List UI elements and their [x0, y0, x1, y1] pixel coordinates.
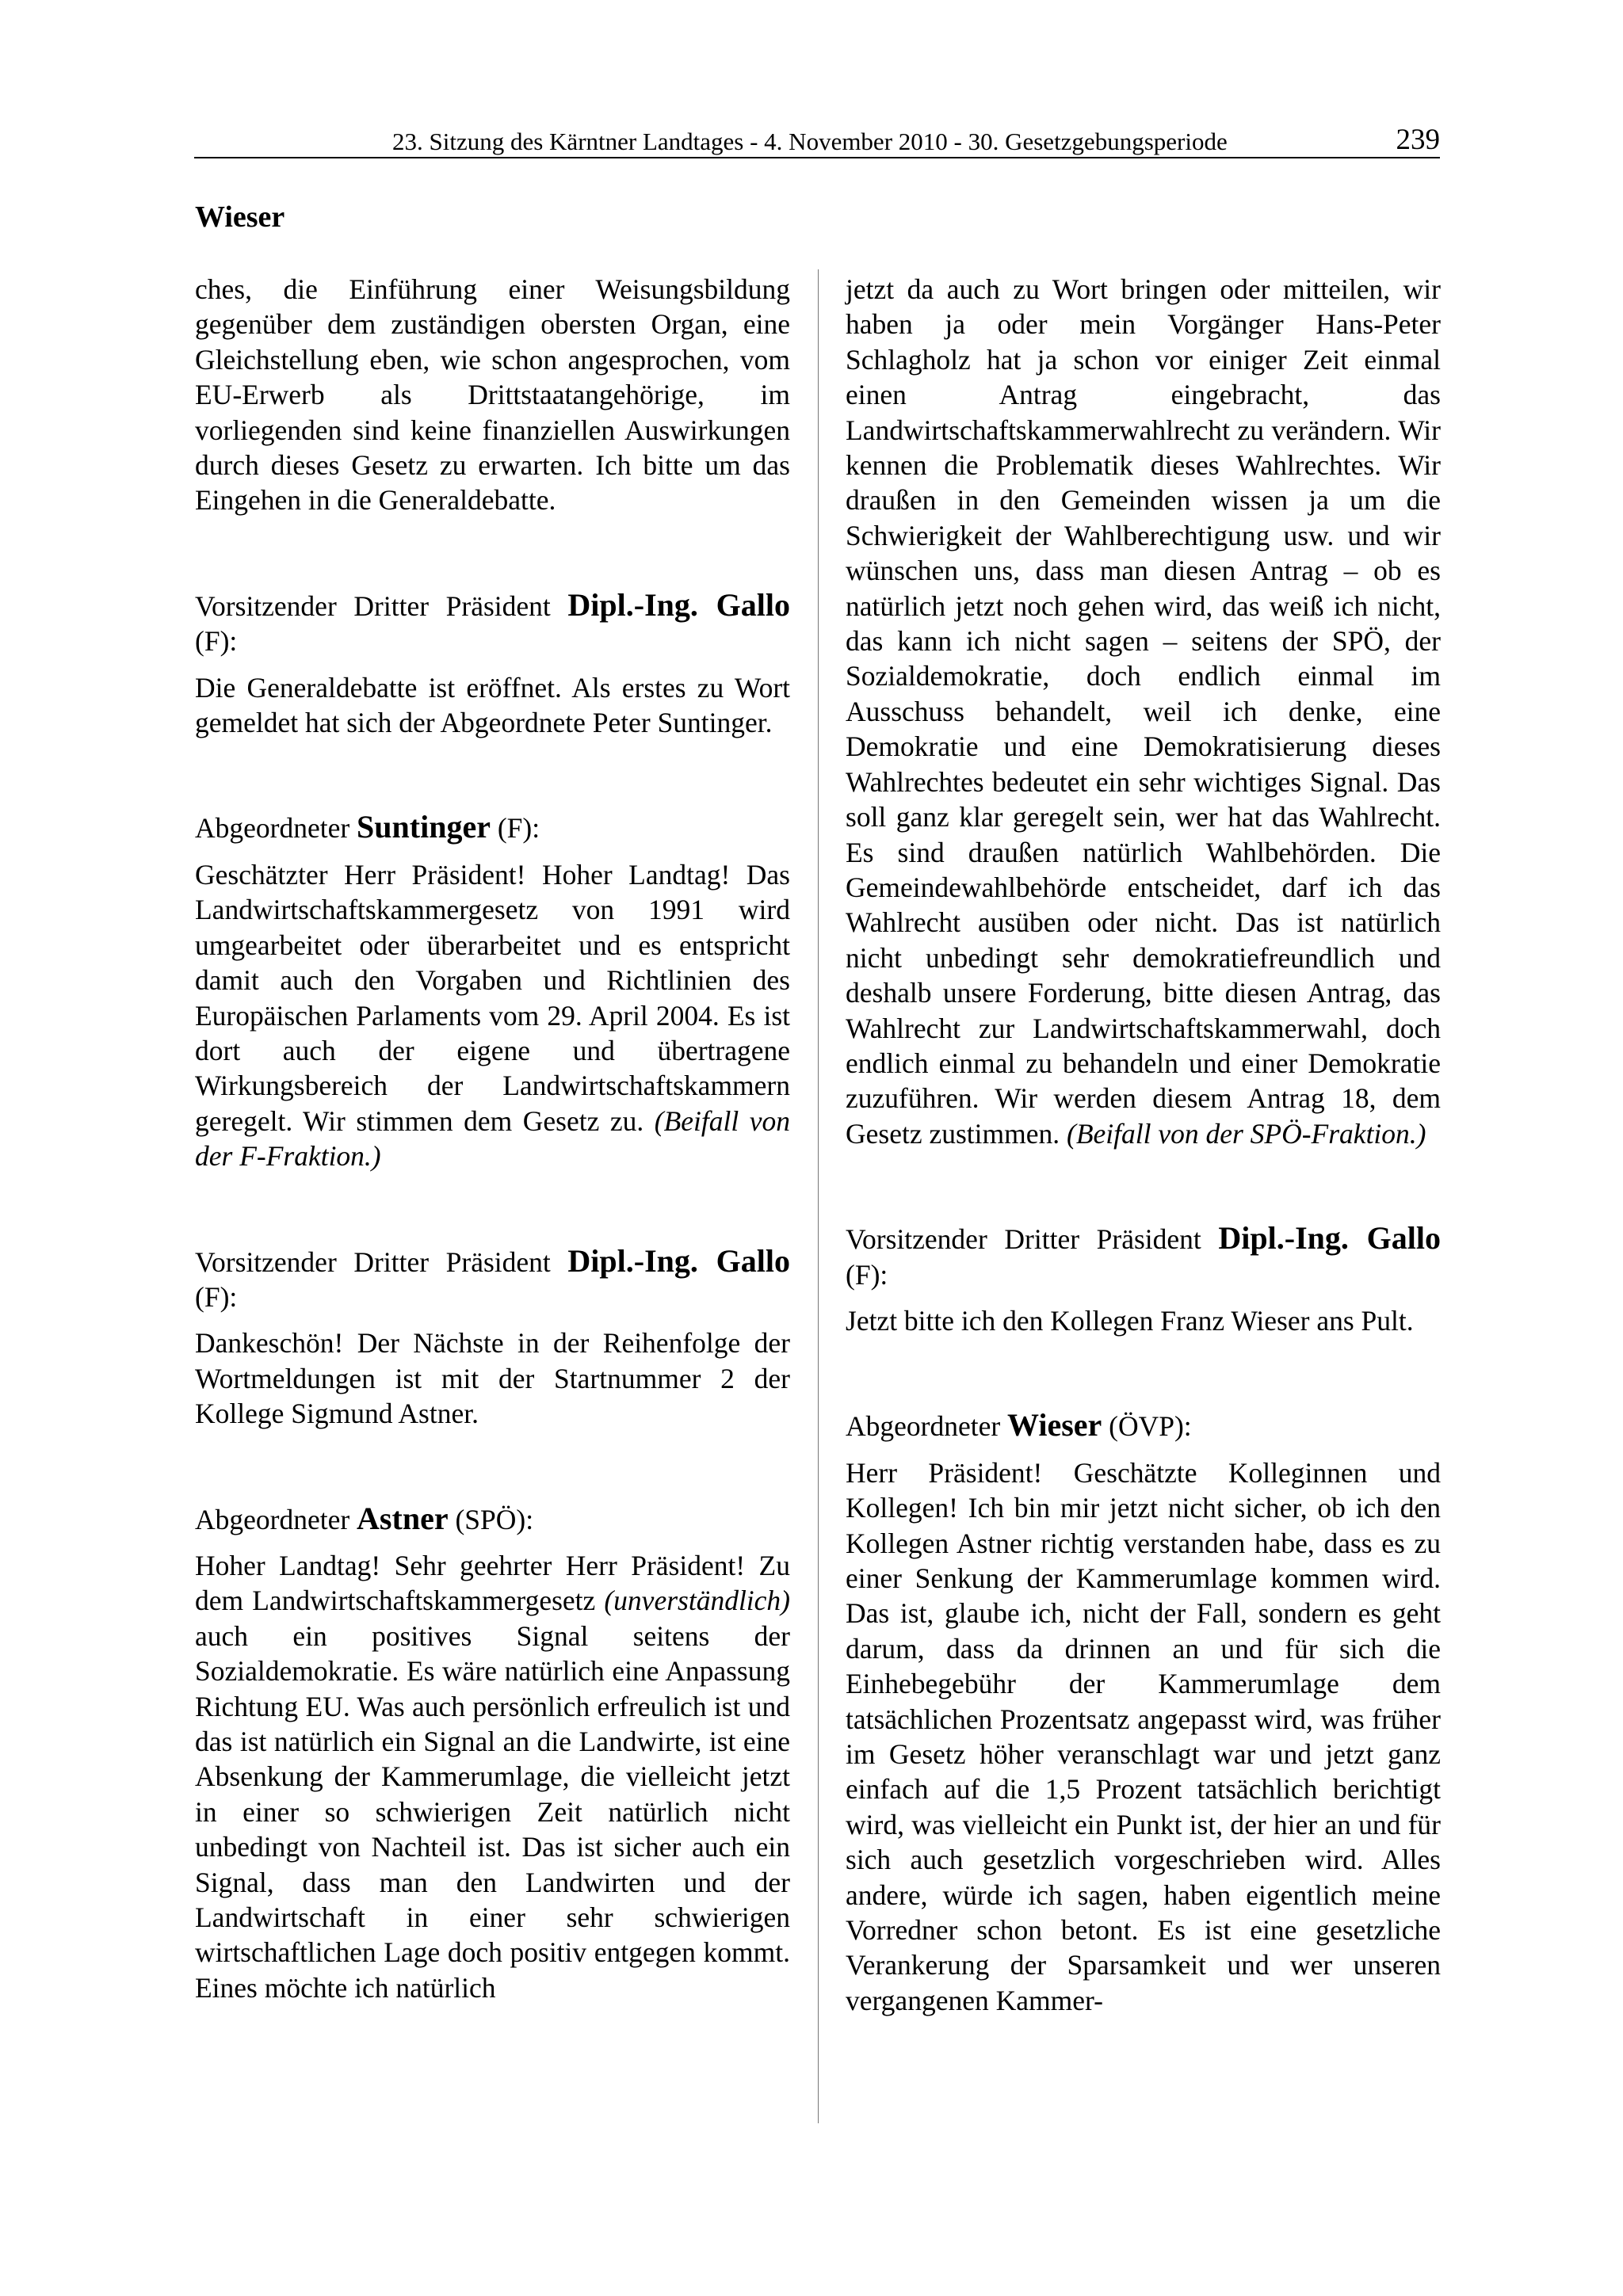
right-column [846, 272, 1441, 2018]
paragraph: Dankeschön! Der Nächste in der Reihenfolge der Wortmeldungen ist mit der Startnummer 2 der Kollege Sigmund Astner. [195, 1327, 790, 1430]
speaker-heading [846, 1408, 1441, 1444]
applause-note: (Beifall von der SPÖ-Fraktion.) [1067, 1117, 1426, 1150]
speaker-role: Abgeordneter [195, 1503, 357, 1535]
speaker-name: Dipl.-Ing. Gallo [567, 586, 790, 623]
paragraph-text: jetzt da auch zu Wort bringen oder mitteilen, wir haben ja oder mein Vorgänger Hans-Peter Schlagholz hat ja schon vor einiger Zeit einmal einen Antrag eingebracht, das Landwirtschaftskammerwahlrecht zu verändern. Wir kennen die Problematik dieses Wahlrechtes. Wir draußen in den Gemeinden wissen ja um die Schwierigkeit der Wahlberechtigung usw. und wir wünschen uns, dass man diesen Antrag – ob es natürlich jetzt noch gehen wird, das weiß ich nicht, das kann ich nicht sagen – seitens der SPÖ, der Sozialdemokratie, doch endlich einmal im Ausschuss behandelt, weil ich denke, eine Demokratie und eine Demokratisierung dieses Wahlrechtes bedeutet ein sehr wichtiges Signal. Das soll ganz klar geregelt sein, wer hat das Wahlrecht. Es sind draußen natürlich Wahlbehörden. Die Gemeindewahlbehörde entscheidet, darf ich das Wahlrecht ausüben oder nicht. Das ist natürlich nicht unbedingt sehr demokratiefreundlich und deshalb unsere Forderung, bitte diesen Antrag, das Wahlrecht zur Landwirtschaftskammerwahl, doch endlich einmal zu behandeln und einer Demokratie zuzuführen. Wir werden diesem Antrag 18, dem Gesetz zustimmen. [846, 273, 1441, 1150]
paragraph: Jetzt bitte ich den Kollegen Franz Wieser ans Pult. [846, 1304, 1414, 1337]
session-header: 23. Sitzung des Kärntner Landtages - 4. November 2010 - 30. Gesetzgebungsperiode [392, 128, 1228, 155]
interjection-note: (unverständlich) [604, 1585, 790, 1617]
speaker-heading [195, 1501, 790, 1537]
speaker-heading [195, 810, 790, 845]
page-number: 239 [1396, 124, 1440, 156]
paragraph: ches, die Einführung einer Weisungsbildung gegenüber dem zuständigen obersten Organ, eine Gleichstellung eben, wie schon angesprochen, vom EU-Erwerb als Drittstaatangehörige, im vorliegenden sind keine finanziellen Auswirkungen durch dieses Gesetz zu erwarten. Ich bitte um das Eingehen in die Generaldebatte. [195, 273, 790, 517]
header-rule [194, 157, 1440, 158]
speaker-heading [195, 588, 790, 659]
speaker-name: Suntinger [357, 809, 491, 845]
paragraph [195, 857, 790, 1174]
speaker-party: (F): [490, 812, 540, 845]
speaker-role: Vorsitzender Dritter Präsident [195, 589, 568, 622]
running-speaker-name: Wieser [195, 200, 285, 234]
speaker-name: Wieser [1007, 1407, 1102, 1444]
paragraph: Herr Präsident! Geschätzte Kolleginnen und Kollegen! Ich bin mir jetzt nicht sicher, ob ich den Kollegen Astner richtig verstanden habe, dass es zu einer Senkung der Kammerumlage kommen wird. Das ist, glaube ich, nicht der Fall, sondern es geht darum, dass da drinnen an und für sich die Einhebegebühr der Kammerumlage dem tatsächlichen Prozentsatz angepasst wird, was früher im Gesetz höher veranschlagt war und jetzt ganz einfach auf die 1,5 Prozent tatsächlich berichtigt wird, was vielleicht ein Punkt ist, der hier an und für sich auch gesetzlich vorgeschrieben wird. Alles andere, würde ich sagen, haben eigentlich meine Vorredner schon betont. Es ist eine gesetzliche Verankerung der Sparsamkeit und wer unseren vergangenen Kammer- [846, 1456, 1441, 2016]
paragraph-text: Geschätzter Herr Präsident! Hoher Landtag! Das Landwirtschaftskammergesetz von 1991 wird umgearbeitet oder überarbeitet und es entspricht damit auch den Vorgaben und Richtlinien des Europäischen Parlaments vom 29. April 2004. Es ist dort auch der eigene und übertragene Wirkungsbereich der Landwirtschaftskammern geregelt. Wir stimmen dem Gesetz zu. [195, 858, 790, 1137]
speaker-party: (ÖVP): [1102, 1410, 1192, 1443]
left-column [195, 272, 790, 2005]
speaker-role: Vorsitzender Dritter Präsident [846, 1223, 1219, 1256]
column-divider [818, 269, 819, 2123]
speaker-party: (F): [846, 1258, 888, 1291]
speaker-role: Vorsitzender Dritter Präsident [195, 1245, 568, 1278]
speaker-heading [195, 1244, 790, 1315]
paragraph-text: auch ein positives Signal seitens der Sozialdemokratie. Es wäre natürlich eine Anpassung Richtung EU. Was auch persönlich erfreulich ist und das ist natürlich ein Signal an die Landwirte, ist eine Absenkung der Kammerumlage, die vielleicht jetzt in einer so schwierigen Zeit natürlich nicht unbedingt von Nachteil ist. Das ist sicher auch ein Signal, dass man den Landwirten und der Landwirtschaft in einer sehr schwierigen wirtschaftlichen Lage doch positiv entgegen kommt. Eines möchte ich natürlich [195, 1619, 790, 2004]
speaker-name: Astner [357, 1500, 449, 1536]
applause-note: (Beifall von der F-Fraktion.) [195, 1104, 790, 1173]
paragraph [846, 272, 1441, 1151]
speaker-party: (F): [195, 625, 238, 658]
paragraph-text: Hoher Landtag! Sehr geehrter Herr Präsident! Zu dem Landwirtschaftskammergesetz [195, 1549, 790, 1617]
speaker-party: (SPÖ): [448, 1503, 534, 1535]
speaker-name: Dipl.-Ing. Gallo [567, 1242, 790, 1279]
paragraph [195, 1548, 790, 2005]
speaker-name: Dipl.-Ing. Gallo [1218, 1220, 1441, 1257]
speaker-role: Abgeordneter [846, 1410, 1008, 1443]
paragraph: Die Generaldebatte ist eröffnet. Als erstes zu Wort gemeldet hat sich der Abgeordnete Peter Suntinger. [195, 671, 790, 739]
speaker-heading [846, 1221, 1441, 1292]
speaker-role: Abgeordneter [195, 812, 357, 845]
speaker-party: (F): [195, 1280, 238, 1313]
